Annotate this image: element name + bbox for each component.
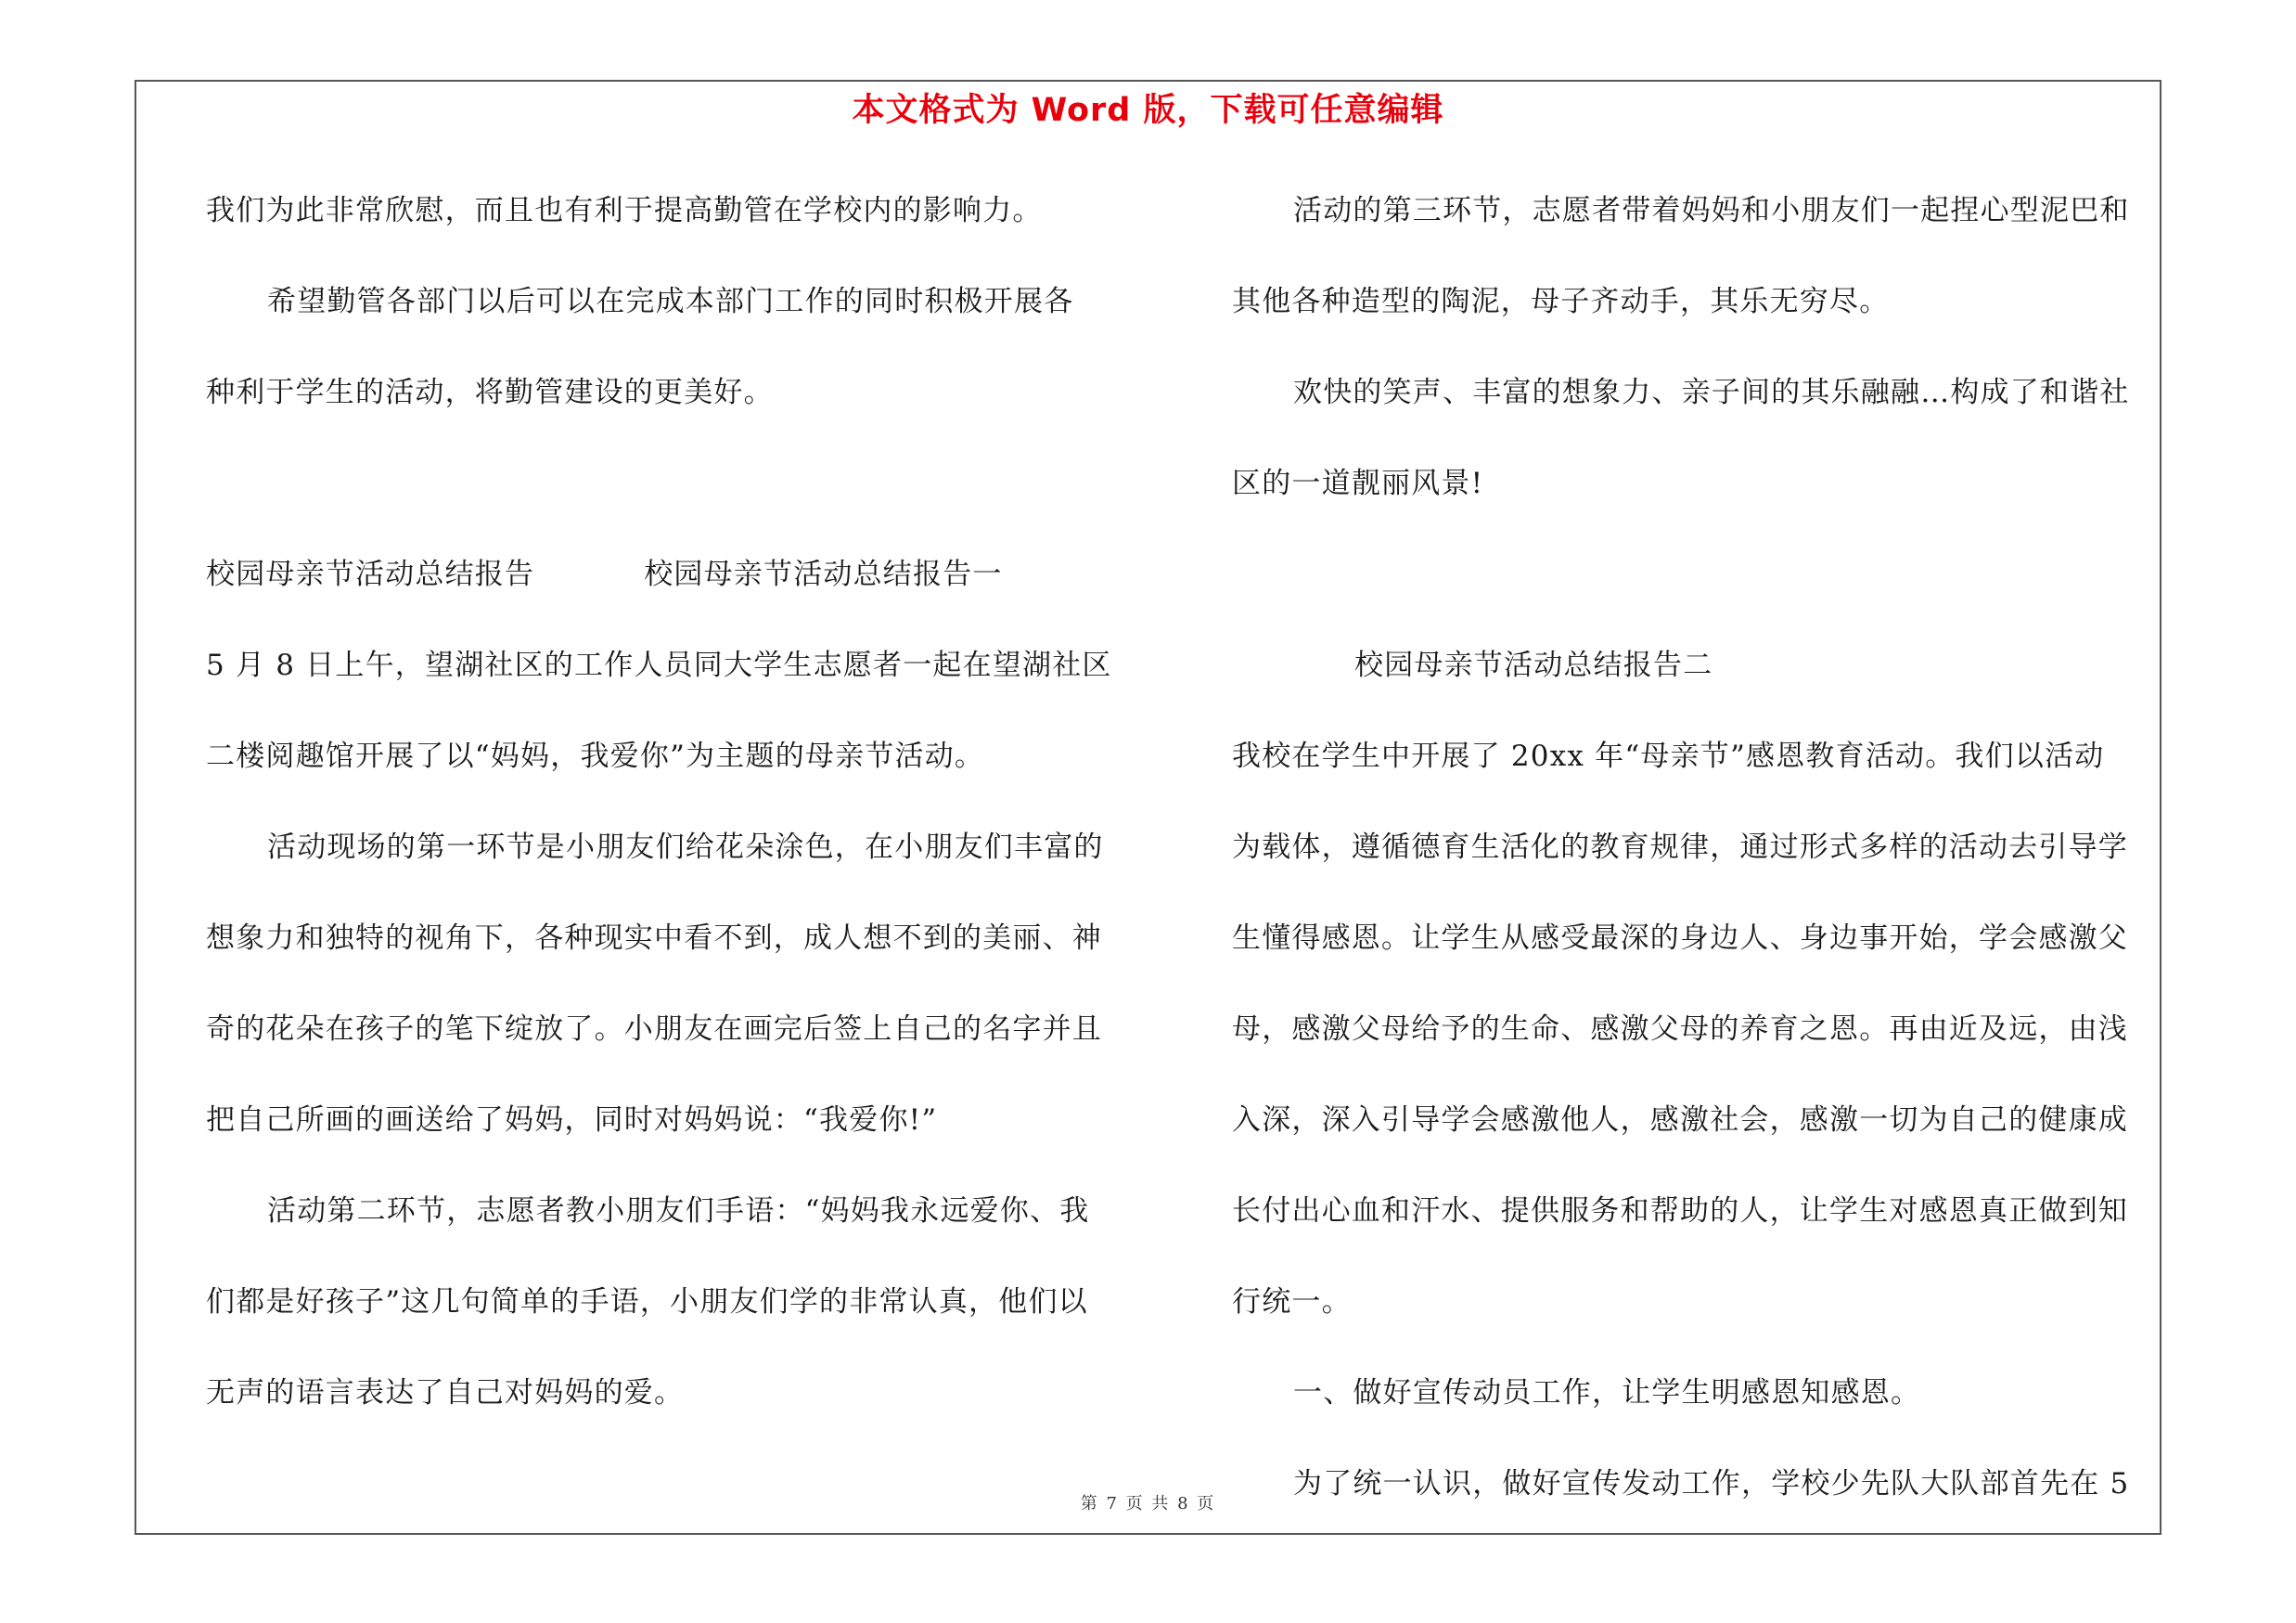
report-subtitle-one: 校园母亲节活动总结报告一 — [644, 558, 1003, 591]
paragraph-line: 奇的花朵在孩子的笔下绽放了。小朋友在画完后签上自己的名字并且 — [206, 1012, 1102, 1046]
paragraph-line: 无声的语言表达了自己对妈妈的爱。 — [206, 1376, 685, 1410]
section-title-line — [206, 546, 1129, 637]
blank-line — [206, 455, 1129, 546]
paragraph-line: 为了统一认识，做好宣传发动工作，学校少先队大队部首先在 5 — [1293, 1467, 2130, 1501]
paragraph-line: 其他各种造型的陶泥，母子齐动手，其乐无穷尽。 — [1232, 285, 1890, 318]
left-column — [206, 182, 1129, 1455]
page-number-footer: 第 7 页 共 8 页 — [1080, 1494, 1216, 1514]
paragraph-line: 为载体，遵循德育生活化的教育规律，通过形式多样的活动去引导学 — [1232, 831, 2128, 864]
paragraph-line: 想象力和独特的视角下，各种现实中看不到，成人想不到的美丽、神 — [206, 921, 1102, 955]
right-column — [1232, 182, 2155, 1546]
paragraph-line: 欢快的笑声、丰富的想象力、亲子间的其乐融融…构成了和谐社 — [1293, 376, 2130, 409]
blank-line — [1232, 546, 2155, 637]
paragraph-line: 行统一。 — [1232, 1285, 1352, 1319]
paragraph-line: 母，感激父母给予的生命、感激父母的养育之恩。再由近及远，由浅 — [1232, 1012, 2128, 1046]
paragraph-line: 长付出心血和汗水、提供服务和帮助的人，让学生对感恩真正做到知 — [1232, 1194, 2128, 1228]
report-title: 校园母亲节活动总结报告 — [206, 558, 535, 591]
paragraph-line: 把自己所画的画送给了妈妈，同时对妈妈说：“我爱你!” — [206, 1103, 938, 1137]
paragraph-line: 区的一道靓丽风景! — [1232, 467, 1484, 500]
header-banner: 本文格式为 Word 版，下载可任意编辑 — [852, 92, 1444, 129]
paragraph-line: 希望勤管各部门以后可以在完成本部门工作的同时积极开展各 — [267, 285, 1074, 318]
paragraph-line: 活动的第三环节，志愿者带着妈妈和小朋友们一起捏心型泥巴和 — [1293, 194, 2130, 227]
paragraph-line: 我们为此非常欣慰，而且也有利于提高勤管在学校内的影响力。 — [206, 194, 1043, 227]
paragraph-line: 种利于学生的活动，将勤管建设的更美好。 — [206, 376, 774, 409]
paragraph-line: 活动现场的第一环节是小朋友们给花朵涂色，在小朋友们丰富的 — [267, 831, 1104, 864]
report-subtitle-two: 校园母亲节活动总结报告二 — [1354, 649, 1713, 682]
paragraph-line: 入深，深入引导学会感激他人，感激社会，感激一切为自己的健康成 — [1232, 1103, 2128, 1137]
paragraph-line: 生懂得感恩。让学生从感受最深的身边人、身边事开始，学会感激父 — [1232, 921, 2128, 955]
paragraph-line: 5 月 8 日上午，望湖社区的工作人员同大学生志愿者一起在望湖社区 — [206, 649, 1112, 682]
paragraph-line: 活动第二环节，志愿者教小朋友们手语：“妈妈我永远爱你、我 — [267, 1194, 1090, 1228]
paragraph-line: 一、做好宣传动员工作，让学生明感恩知感恩。 — [1293, 1376, 1921, 1410]
paragraph-line: 二楼阅趣馆开展了以“妈妈，我爱你”为主题的母亲节活动。 — [206, 740, 985, 773]
paragraph-line: 们都是好孩子”这几句简单的手语，小朋友们学的非常认真，他们以 — [206, 1285, 1088, 1319]
paragraph-line: 我校在学生中开展了 20xx 年“母亲节”感恩教育活动。我们以活动 — [1232, 740, 2105, 773]
